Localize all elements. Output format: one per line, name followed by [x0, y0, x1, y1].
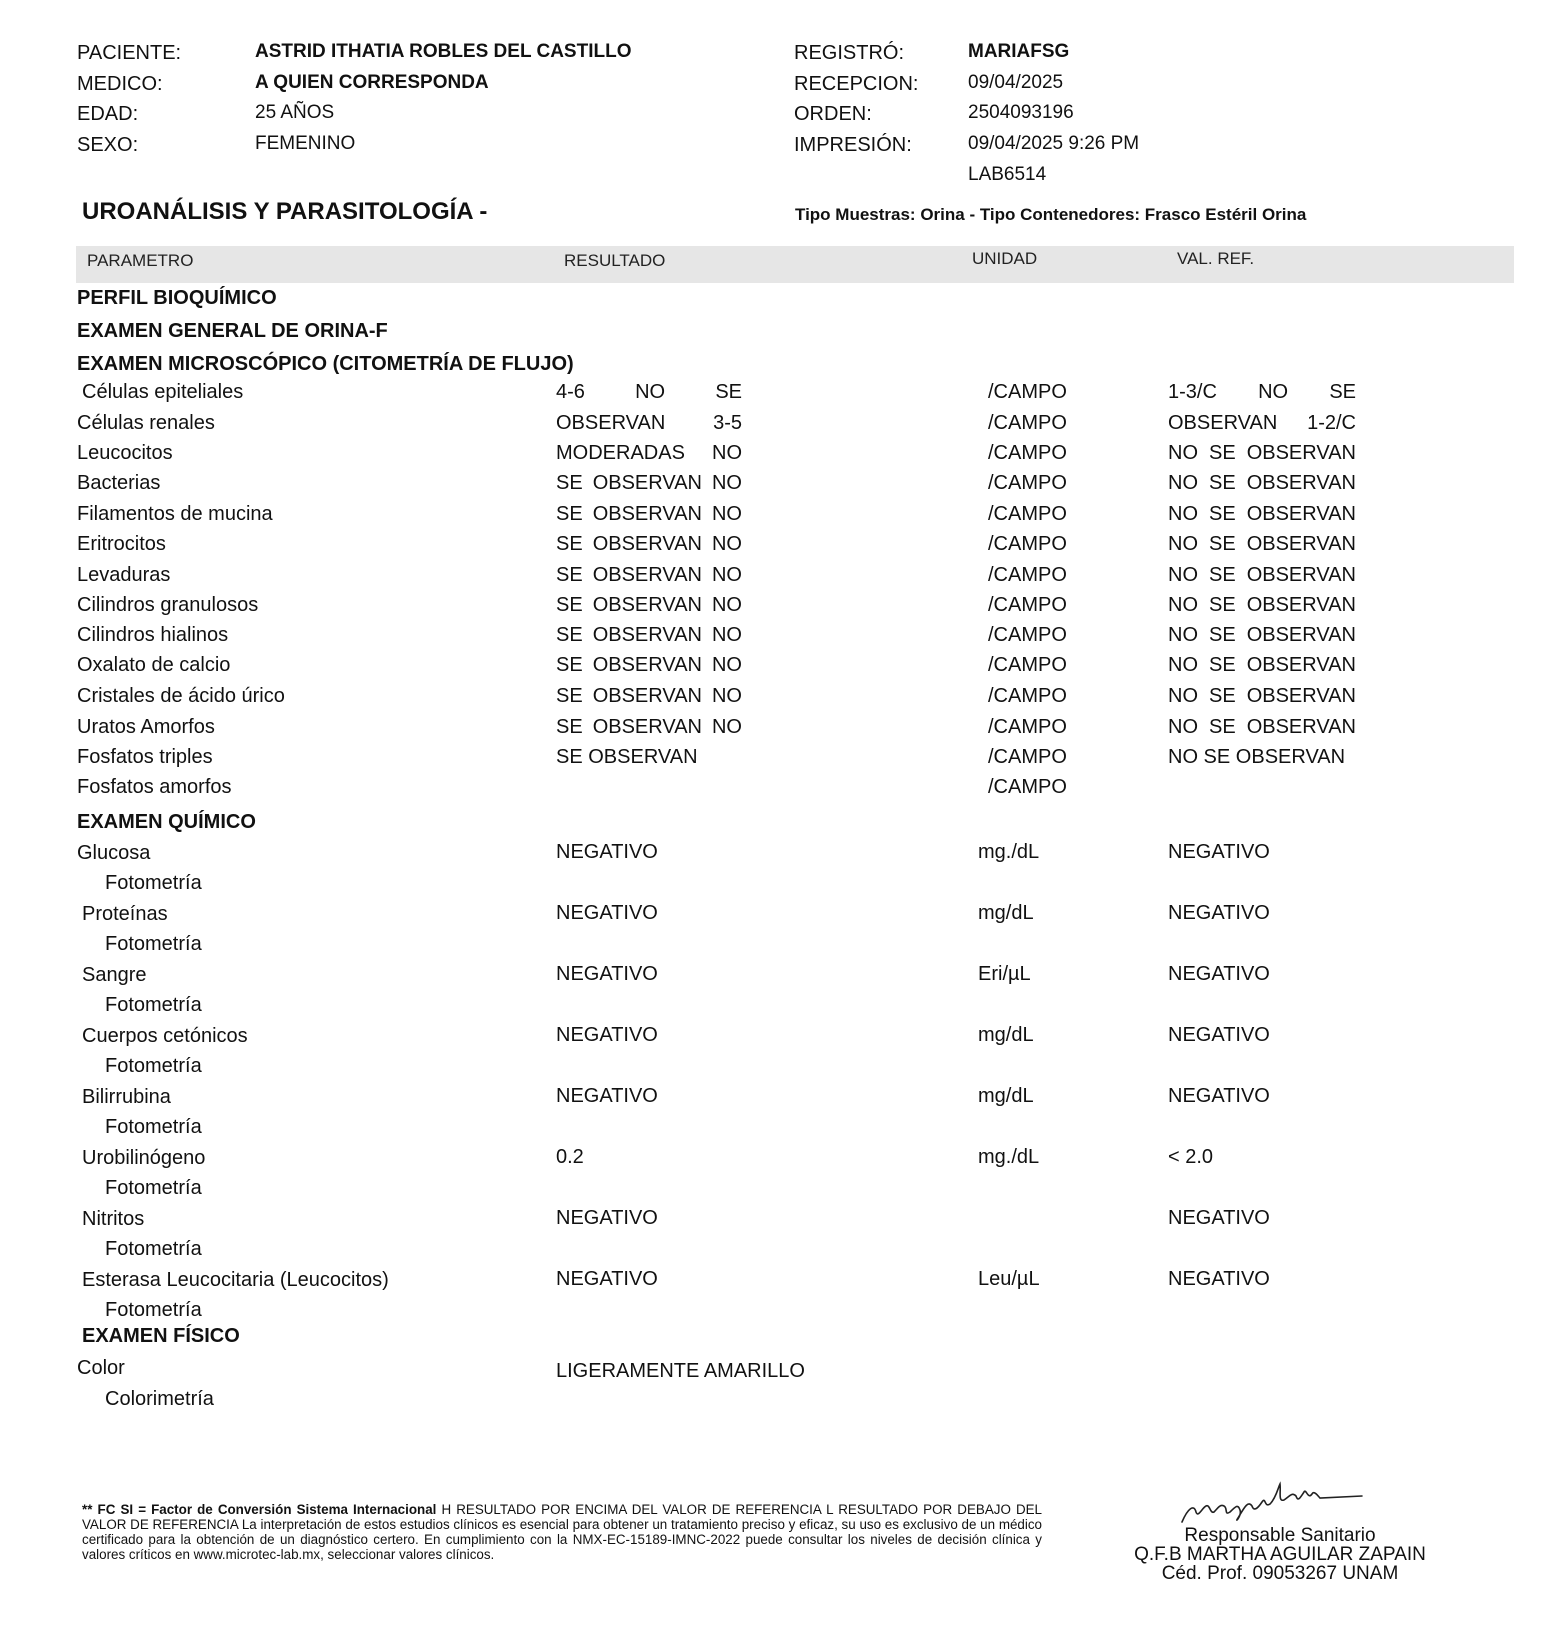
result-cell: NEGATIVO	[556, 841, 658, 863]
result-cell: NEGATIVO	[556, 1268, 658, 1290]
result-cell-part: NO	[711, 503, 742, 525]
col-unidad: UNIDAD	[972, 249, 1038, 268]
ref-cell-part: SE	[1209, 503, 1236, 525]
ref-cell: NEGATIVO	[1168, 1207, 1270, 1229]
footer-note	[82, 1502, 1042, 1562]
unit-cell: /CAMPO	[988, 594, 1067, 616]
ref-cell-part: SE	[1209, 442, 1236, 464]
result-cell-part: SE OBSERVAN	[556, 746, 698, 768]
col-parametro: PARAMETRO	[87, 251, 194, 270]
unit-cell: /CAMPO	[988, 624, 1067, 646]
result-cell: NEGATIVO	[556, 902, 658, 924]
param-name: Oxalato de calcio	[77, 654, 231, 676]
ref-cell-part: OBSERVAN	[1246, 442, 1356, 464]
result-cell-part: SE	[556, 594, 583, 616]
ref-cell: < 2.0	[1168, 1146, 1214, 1168]
param-name: Color	[77, 1357, 125, 1379]
method-name: Fotometría	[105, 1299, 202, 1321]
footer-bold: ** FC SI = Factor de Conversión Sistema Internacional	[82, 1502, 437, 1517]
column-header-bar	[76, 246, 1514, 283]
result-cell-part: NO	[711, 685, 742, 707]
ref-cell-part: SE	[1209, 533, 1236, 555]
ref-cell-part: NO	[1168, 533, 1198, 555]
sample-info: Tipo Muestras: Orina - Tipo Contenedores: Frasco Estéril Orina	[795, 205, 1307, 224]
footer-text: H RESULTADO POR ENCIMA DEL VALOR DE REFERENCIA L RESULTADO POR DEBAJO DEL VALOR DE REFERENCIA La interpretación de estos estudios clínicos es esencial para obtener un tratamiento preciso y eficaz, su uso es exclusivo de un médico certificado para la obtención de un diagnóstico certero. En cumplimiento con la NMX-EC-15189-IMNC-2022 puede consultar los niveles de decisión clínica y valores críticos en www.microtec-lab.mx, seleccionar valores clínicos.	[82, 1502, 1042, 1562]
ref-cell-part: SE	[1209, 654, 1236, 676]
ref-cell	[1168, 381, 1356, 404]
ref-cell-part: OBSERVAN	[1246, 685, 1356, 707]
unit-cell: /CAMPO	[988, 503, 1067, 525]
section-micro: EXAMEN MICROSCÓPICO (CITOMETRÍA DE FLUJO)	[77, 353, 574, 375]
header-label: RECEPCION:	[794, 73, 919, 95]
ref-cell-part: OBSERVAN	[1246, 624, 1356, 646]
result-cell	[556, 654, 742, 677]
result-cell-part: OBSERVAN	[592, 685, 702, 707]
header-value: MARIAFSG	[968, 41, 1070, 62]
param-name: Cuerpos cetónicos	[82, 1025, 248, 1047]
ref-cell-part: SE	[1329, 381, 1356, 403]
param-name: Sangre	[82, 964, 147, 986]
method-name: Fotometría	[105, 1055, 202, 1077]
result-cell-part: NO	[712, 442, 742, 464]
result-cell: NEGATIVO	[556, 1024, 658, 1046]
unit-cell: mg./dL	[978, 1146, 1040, 1168]
unit-cell: /CAMPO	[988, 746, 1067, 768]
section-fisico: EXAMEN FÍSICO	[82, 1325, 240, 1347]
ref-cell	[1168, 685, 1356, 708]
ref-cell-part: NO	[1168, 624, 1198, 646]
param-name: Eritrocitos	[77, 533, 166, 555]
param-name: Bacterias	[77, 472, 161, 494]
method-name: Fotometría	[105, 1238, 202, 1260]
ref-cell-part: OBSERVAN	[1246, 716, 1356, 738]
method-name: Fotometría	[105, 1116, 202, 1138]
ref-cell-part: OBSERVAN	[1246, 533, 1356, 555]
result-cell	[556, 594, 742, 617]
header-value: 25 AÑOS	[255, 102, 335, 123]
header-value: ASTRID ITHATIA ROBLES DEL CASTILLO	[255, 41, 632, 62]
result-cell-part: NO	[711, 716, 742, 738]
ref-cell-part: NO	[1168, 654, 1198, 676]
signature-block	[1100, 1526, 1460, 1583]
ref-cell-part: NO	[1168, 564, 1198, 586]
param-name: Glucosa	[77, 842, 151, 864]
ref-cell	[1168, 472, 1356, 495]
header-label: REGISTRÓ:	[794, 42, 905, 64]
result-cell	[556, 503, 742, 526]
ref-cell	[1168, 442, 1356, 465]
unit-cell: mg/dL	[978, 1024, 1034, 1046]
result-cell-part: OBSERVAN	[556, 412, 666, 434]
result-cell-part: NO	[711, 564, 742, 586]
header-label: ORDEN:	[794, 103, 872, 125]
unit-cell: /CAMPO	[988, 716, 1067, 738]
signature-name: Q.F.B MARTHA AGUILAR ZAPAIN	[1134, 1544, 1426, 1565]
ref-cell: NEGATIVO	[1168, 1024, 1270, 1046]
result-cell: NEGATIVO	[556, 1207, 658, 1229]
result-cell: NEGATIVO	[556, 1085, 658, 1107]
result-cell-part: SE	[556, 624, 583, 646]
result-cell-part: NO	[711, 533, 742, 555]
param-name: Cristales de ácido úrico	[77, 685, 285, 707]
ref-cell: NEGATIVO	[1168, 1268, 1270, 1290]
param-name: Filamentos de mucina	[77, 503, 273, 525]
method-name: Colorimetría	[105, 1388, 214, 1410]
header-label: EDAD:	[77, 103, 139, 125]
ref-cell: NEGATIVO	[1168, 963, 1270, 985]
header-value: A QUIEN CORRESPONDA	[255, 72, 489, 93]
result-cell-part: MODERADAS	[556, 442, 685, 464]
ref-cell	[1168, 716, 1356, 739]
result-cell-part: OBSERVAN	[592, 716, 702, 738]
ref-cell-part: OBSERVAN	[1246, 472, 1356, 494]
ref-cell-part: NO	[1168, 594, 1198, 616]
ref-cell-part: OBSERVAN	[1246, 594, 1356, 616]
header-value: 2504093196	[968, 102, 1074, 123]
param-name: Células renales	[77, 412, 215, 434]
unit-cell: /CAMPO	[988, 472, 1067, 494]
result-cell-part: SE	[715, 381, 742, 403]
result-cell-part: SE	[556, 716, 583, 738]
ref-cell	[1168, 412, 1356, 435]
signature-role: Responsable Sanitario	[1184, 1525, 1376, 1546]
param-name: Uratos Amorfos	[77, 716, 215, 738]
result-cell-part: OBSERVAN	[592, 654, 702, 676]
unit-cell: /CAMPO	[988, 381, 1067, 403]
param-name: Células epiteliales	[82, 381, 244, 403]
param-name: Fosfatos triples	[77, 746, 213, 768]
ref-cell-part: OBSERVAN	[1246, 564, 1356, 586]
unit-cell: /CAMPO	[988, 776, 1067, 798]
result-cell-part: OBSERVAN	[592, 564, 702, 586]
ref-cell-part: NO	[1168, 442, 1198, 464]
param-name: Proteínas	[82, 903, 168, 925]
unit-cell: Eri/µL	[978, 963, 1031, 985]
ref-cell-part: SE	[1209, 624, 1236, 646]
signature-image	[1180, 1478, 1370, 1528]
result-cell-part: SE	[556, 472, 583, 494]
ref-cell	[1168, 624, 1356, 647]
result-cell-part: OBSERVAN	[592, 594, 702, 616]
ref-cell-part: NO	[1168, 685, 1198, 707]
lab-code: LAB6514	[968, 164, 1047, 185]
header-value: FEMENINO	[255, 133, 356, 154]
result-cell	[556, 381, 742, 404]
result-cell-part: OBSERVAN	[592, 472, 702, 494]
unit-cell: /CAMPO	[988, 685, 1067, 707]
ref-cell-part: 1-3/C	[1168, 381, 1217, 403]
ref-cell: NEGATIVO	[1168, 841, 1270, 863]
result-cell-part: 4-6	[556, 381, 585, 403]
signature-cedula: Céd. Prof. 09053267 UNAM	[1161, 1563, 1399, 1584]
ref-cell	[1168, 564, 1356, 587]
param-name: Esterasa Leucocitaria (Leucocitos)	[82, 1269, 389, 1291]
ref-cell-part: NO SE OBSERVAN	[1168, 746, 1346, 768]
ref-cell-part: NO	[1258, 381, 1289, 403]
param-name: Nitritos	[82, 1208, 145, 1230]
ref-cell: NEGATIVO	[1168, 902, 1270, 924]
result-cell	[556, 533, 742, 556]
col-val-ref: VAL. REF.	[1177, 249, 1255, 268]
ref-cell-part: OBSERVAN	[1246, 503, 1356, 525]
ref-cell-part: SE	[1209, 472, 1236, 494]
section-perfil: PERFIL BIOQUÍMICO	[77, 287, 277, 309]
result-cell	[556, 442, 742, 465]
unit-cell: /CAMPO	[988, 654, 1067, 676]
param-name: Cilindros granulosos	[77, 594, 259, 616]
ref-cell	[1168, 746, 1356, 769]
param-name: Leucocitos	[77, 442, 173, 464]
ref-cell-part: NO	[1168, 472, 1198, 494]
param-name: Bilirrubina	[82, 1086, 171, 1108]
section-ego: EXAMEN GENERAL DE ORINA-F	[77, 320, 388, 342]
ref-cell-part: SE	[1209, 564, 1236, 586]
ref-cell-part: OBSERVAN	[1168, 412, 1278, 434]
result-cell	[556, 746, 742, 769]
section-title: UROANÁLISIS Y PARASITOLOGÍA -	[82, 198, 488, 225]
result-cell-part: OBSERVAN	[592, 503, 702, 525]
result-cell-part: NO	[711, 594, 742, 616]
unit-cell: /CAMPO	[988, 564, 1067, 586]
result-cell-part: OBSERVAN	[592, 533, 702, 555]
ref-cell-part: SE	[1209, 685, 1236, 707]
ref-cell-part: NO	[1168, 503, 1198, 525]
result-cell-part: 3-5	[713, 412, 742, 434]
method-name: Fotometría	[105, 1177, 202, 1199]
section-quimico: EXAMEN QUÍMICO	[77, 811, 256, 833]
ref-cell-part: SE	[1209, 594, 1236, 616]
method-name: Fotometría	[105, 994, 202, 1016]
ref-cell	[1168, 594, 1356, 617]
header-value: 09/04/2025 9:26 PM	[968, 133, 1140, 154]
result-cell-part: SE	[556, 564, 583, 586]
result-cell	[556, 685, 742, 708]
unit-cell: mg./dL	[978, 841, 1040, 863]
header-label: MEDICO:	[77, 73, 163, 95]
result-cell-part: SE	[556, 533, 583, 555]
result-cell-part: NO	[711, 472, 742, 494]
param-name: Cilindros hialinos	[77, 624, 229, 646]
header-label: SEXO:	[77, 134, 139, 156]
result-cell: LIGERAMENTE AMARILLO	[556, 1360, 805, 1382]
result-cell-part: NO	[635, 381, 666, 403]
param-name: Urobilinógeno	[82, 1147, 206, 1169]
result-cell	[556, 716, 742, 739]
ref-cell	[1168, 533, 1356, 556]
header-label: PACIENTE:	[77, 42, 182, 64]
ref-cell-part: SE	[1209, 716, 1236, 738]
col-resultado: RESULTADO	[564, 251, 666, 270]
ref-cell	[1168, 654, 1356, 677]
ref-cell: NEGATIVO	[1168, 1085, 1270, 1107]
result-cell-part: SE	[556, 503, 583, 525]
unit-cell: mg/dL	[978, 902, 1034, 924]
result-cell	[556, 564, 742, 587]
header-value: 09/04/2025	[968, 72, 1064, 93]
unit-cell: /CAMPO	[988, 412, 1067, 434]
ref-cell	[1168, 503, 1356, 526]
result-cell	[556, 412, 742, 435]
method-name: Fotometría	[105, 933, 202, 955]
unit-cell: mg/dL	[978, 1085, 1034, 1107]
result-cell: 0.2	[556, 1146, 584, 1168]
unit-cell: /CAMPO	[988, 442, 1067, 464]
param-name: Levaduras	[77, 564, 171, 586]
result-cell-part: OBSERVAN	[592, 624, 702, 646]
ref-cell-part: 1-2/C	[1307, 412, 1356, 434]
unit-cell: /CAMPO	[988, 533, 1067, 555]
result-cell-part: SE	[556, 654, 583, 676]
result-cell-part: NO	[711, 624, 742, 646]
result-cell: NEGATIVO	[556, 963, 658, 985]
result-cell	[556, 624, 742, 647]
param-name: Fosfatos amorfos	[77, 776, 232, 798]
method-name: Fotometría	[105, 872, 202, 894]
unit-cell: Leu/µL	[978, 1268, 1040, 1290]
ref-cell-part: NO	[1168, 716, 1198, 738]
result-cell-part: SE	[556, 685, 583, 707]
ref-cell-part: OBSERVAN	[1246, 654, 1356, 676]
result-cell-part: NO	[711, 654, 742, 676]
result-cell	[556, 472, 742, 495]
header-label: IMPRESIÓN:	[794, 134, 912, 156]
